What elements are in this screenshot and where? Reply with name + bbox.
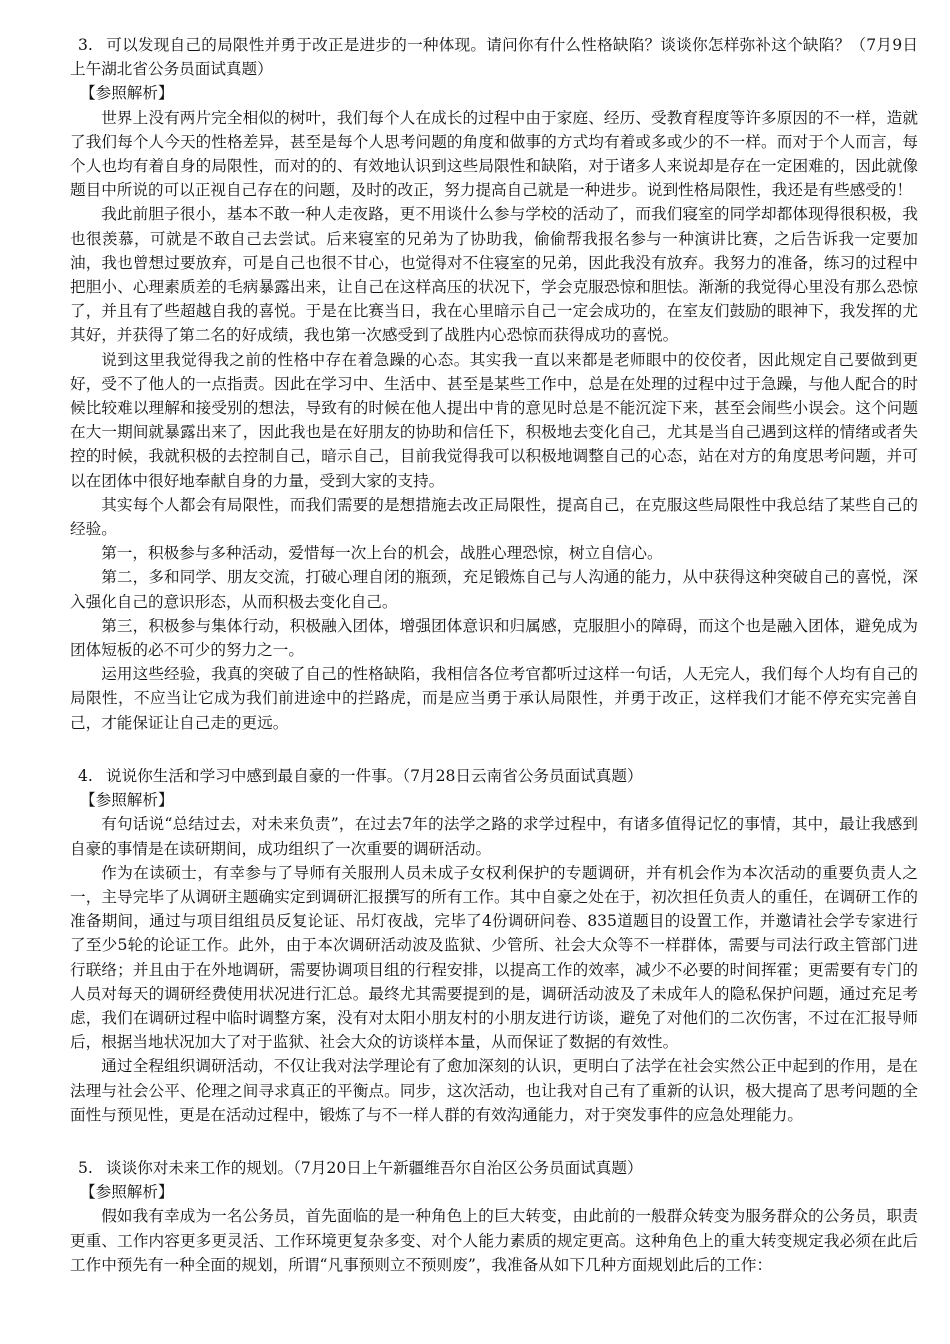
- reference-analysis-label: 【参照解析】: [80, 1183, 174, 1202]
- section-spacer: [70, 735, 918, 764]
- answer-paragraph: 运用这些经验，我真的突破了自己的性格缺陷，我相信各位考官都听过这样一句话，人无完人，我们每个人均有自己的局限性，不应当让它成为我们前进途中的拦路虎，而是应当勇于承认局限性，并勇于改正，这样我们才能不停充实完善自己，才能保证让自己走的更远。: [70, 665, 918, 732]
- answer-paragraph: 作为在读硕士，有幸参与了导师有关服刑人员未成子女权利保护的专题调研，并有机会作为本次活动的重要负责人之一，主导完毕了从调研主题确实定到调研汇报撰写的所有工作。其中自豪之处在于，初次担任负责人的重任，在调研工作的准备期间，通过与项目组组员反复论证、吊灯夜战，完毕了4份调研问卷、835道题目的设置工作，并邀请社会学专家进行了至少5轮的论证工作。此外，由于本次调研活动波及监狱、少管所、社会大众等不一样群体，需要与司法行政主管部门进行联络；并且由于在外地调研，需要协调项目组的行程安排，以提高工作的效率，减少不必要的时间挥霍；更需要有专门的人员对每天的调研经费使用状况进行汇总。最终尤其需要提到的是，调研活动波及了未成年人的隐私保护问题，通过充足考虑，我们在调研过程中临时调整方案，没有对太阳小朋友村的小朋友进行访谈，避免了对他们的二次伤害，不过在汇报导师后，根据当地状况加大了对于监狱、社会大众的访谈样本量，从而保证了数据的有效性。: [70, 863, 918, 1052]
- answer-paragraph: 第一，积极参与多种活动，爱惜每一次上台的机会，战胜心理恐惊，树立自信心。: [101, 544, 663, 563]
- answer-paragraph: 说到这里我觉得我之前的性格中存在着急躁的心态。其实我一直以来都是老师眼中的佼佼者，因此规定自己要做到更好，受不了他人的一点指责。因此在学习中、生活中、甚至是某些工作中，总是在处理的过程中过于急躁，与他人配合的时候比较难以理解和接受别的想法，导致有的时候在他人提出中肯的意见时总是不能沉淀下来，甚至会闹些小误会。这个问题在大一期间就暴露出来了，因此我也是在好朋友的协助和信任下，积极地去变化自己，尤其是当自己遇到这样的情绪或者失控的时候，我就积极的去控制自己，暗示自己，目前我觉得我可以积极地调整自己的心态，站在对方的角度思考问题，并可以在团体中很好地奉献自身的力量，受到大家的支持。: [70, 350, 918, 490]
- answer-paragraph: 第三，积极参与集体行动，积极融入团体，增强团体意识和归属感，克服胆小的障碍，而这个也是融入团体，避免成为团体短板的必不可少的努力之一。: [70, 616, 918, 660]
- question-text: 说说你生活和学习中感到最自豪的一件事。（7月28日云南省公务员面试真题）: [106, 766, 643, 785]
- answer-paragraph: 假如我有幸成为一名公务员，首先面临的是一种角色上的巨大转变，由此前的一般群众转变为服务群众的公务员，职责更重、工作内容更多更灵活、工作环境更复杂多变、对个人能力素质的规定更高。这种角色上的重大转变规定我必须在此后工作中预先有一种全面的规划，所谓“凡事预则立不预则废”，我准备从如下几种方面规划此后的工作：: [70, 1207, 918, 1274]
- question-number: 4.: [78, 766, 93, 785]
- answer-paragraph: 第二，多和同学、朋友交流，打破心理自闭的瓶颈，充足锻炼自己与人沟通的能力，从中获得这种突破自己的喜悦，深入强化自己的意识形态，从而积极去变化自己。: [70, 568, 918, 611]
- document-page: [70, 33, 918, 1277]
- answer-paragraph: 通过全程组织调研活动，不仅让我对法学理论有了愈加深刻的认识，更明白了法学在社会实然公正中起到的作用，是在法理与社会公平、伦理之间寻求真正的平衡点。同步，这次活动，也让我对自己有了重新的认识，极大提高了思考问题的全面性与预见性，更是在活动过程中，锻炼了与不一样人群的有效沟通能力，对于突发事件的应急处理能力。: [70, 1057, 918, 1124]
- question-text: 谈谈你对未来工作的规划。（7月20日上午新疆维吾尔自治区公务员面试真题）: [106, 1158, 643, 1177]
- answer-paragraph: 有句话说“总结过去，对未来负责”，在过去7年的法学之路的求学过程中，有诸多值得记忆的事情，其中，最让我感到自豪的事情是在读研期间，成功组织了一次重要的调研活动。: [70, 815, 918, 858]
- question-4-title: [70, 764, 918, 788]
- reference-analysis-label: 【参照解析】: [80, 84, 174, 103]
- reference-analysis-label: 【参照解析】: [80, 791, 174, 810]
- answer-paragraph: 世界上没有两片完全相似的树叶，我们每个人在成长的过程中由于家庭、经历、受教育程度等许多原因的不一样，造就了我们每个人今天的性格差异，甚至是每个人思考问题的角度和做事的方式均有着或多或少的不一样。而对于个人而言，每个人也均有着自身的局限性，而对的的、有效地认识到这些局限性和缺陷，对于诸多人来说却是存在一定困难的，因此就像题目中所说的可以正视自己存在的问题，及时的改正，努力提高自己就是一种进步。说到性格局限性，我还是有些感受的！: [70, 108, 918, 200]
- question-3-title: [70, 33, 918, 81]
- answer-paragraph: 我此前胆子很小，基本不敢一种人走夜路，更不用谈什么参与学校的活动了，而我们寝室的同学却都体现得很积极，我也很羡慕，可就是不敢自己去尝试。后来寝室的兄弟为了协助我，偷偷帮我报名参与一种演讲比赛，之后告诉我一定要加油，我也曾想过要放弃，可是自己也很不甘心，也觉得对不住寝室的兄弟，因此我没有放弃。我努力的准备，练习的过程中把胆小、心理素质差的毛病暴露出来，让自己在这样高压的状况下，学会克服恐惊和胆怯。渐渐的我觉得心里没有那么恐惊了，并且有了些超越自我的喜悦。于是在比赛当日，我在心里暗示自己一定会成功的，在室友们鼓励的眼神下，我发挥的尤其好，并获得了第二名的好成绩，我也第一次感受到了战胜内心恐惊而获得成功的喜悦。: [70, 205, 918, 345]
- question-number: 3.: [78, 36, 93, 54]
- question-5-title: [70, 1156, 918, 1180]
- section-spacer: [70, 1127, 918, 1156]
- question-number: 5.: [78, 1158, 93, 1177]
- question-text: 可以发现自己的局限性并勇于改正是进步的一种体现。请问你有什么性格缺陷？谈谈你怎样弥补这个缺陷？（7月9日上午湖北省公务员面试真题）: [70, 36, 918, 79]
- answer-paragraph: 其实每个人都会有局限性，而我们需要的是想措施去改正局限性，提高自己，在克服这些局限性中我总结了某些自己的经验。: [70, 495, 918, 539]
